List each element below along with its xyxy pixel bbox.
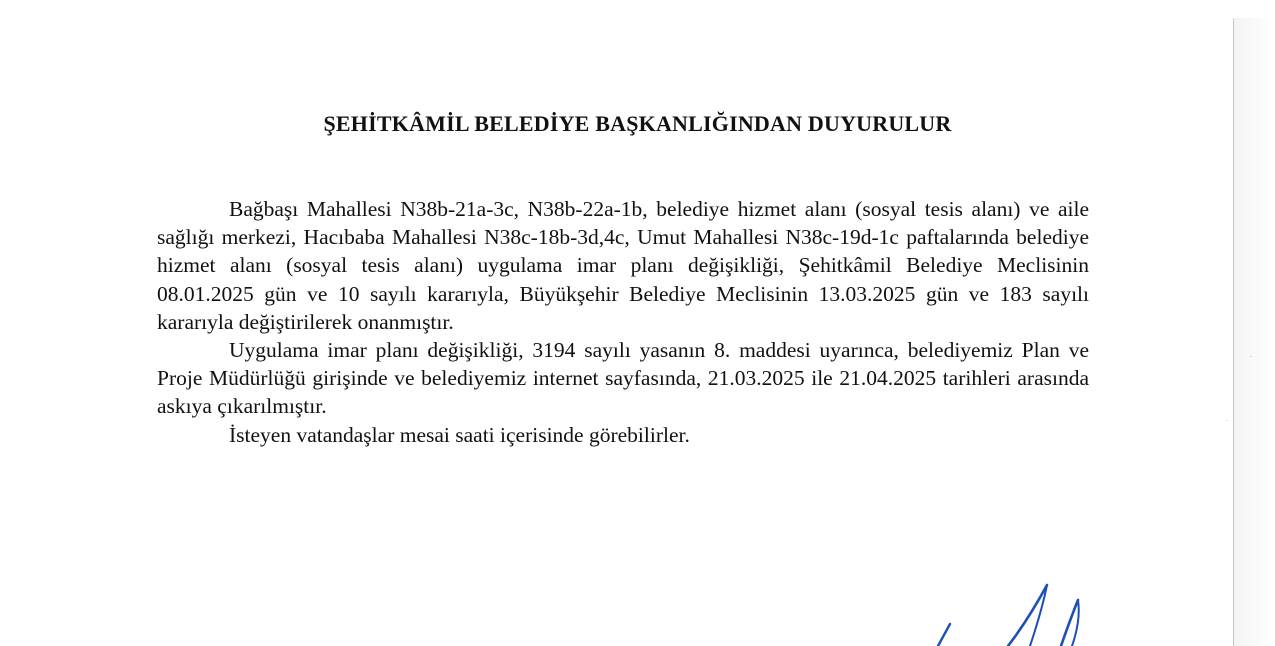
signature-stroke [1061, 600, 1078, 646]
paragraph-plan-change: Bağbaşı Mahallesi N38b-21a-3c, N38b-22a-1b, belediye hizmet alanı (sosyal tesis alanı) ve aile sağlığı merkezi, Hacıbaba Mahallesi N38c-18b-3d,4c, Umut Mahallesi N38c-19d-1c paftalarında belediye hizmet alanı (sosyal tesis alanı) uygulama imar planı değişikliği, Şehitkâmil Belediye Meclisinin 08.01.2025 gün ve 10 sayılı kararıyla, Büyükşehir Belediye Meclisinin 13.03.2025 gün ve 183 sayılı kararıyla değiştirilerek onanmıştır. [157, 197, 1089, 334]
scan-speck [1250, 356, 1252, 357]
paragraph-display-period: Uygulama imar planı değişikliği, 3194 sayılı yasanın 8. maddesi uyarınca, belediyemiz Plan ve Proje Müdürlüğü girişinde ve belediyemiz internet sayfasında, 21.03.2025 ile 21.04.2025 tarihleri arasında askıya çıkarılmıştır. [157, 338, 1089, 419]
signature-stroke [1030, 585, 1047, 646]
announcement-body [157, 195, 1089, 449]
signature-stroke [938, 624, 950, 646]
document-title: ŞEHİTKÂMİL BELEDİYE BAŞKANLIĞINDAN DUYURULUR [323, 111, 952, 136]
paragraph-citizens-note: İsteyen vatandaşlar mesai saati içerisinde görebilirler. [229, 422, 690, 447]
scan-speck [1226, 420, 1228, 421]
signature-image [930, 580, 1090, 646]
signature-stroke [1008, 585, 1047, 646]
